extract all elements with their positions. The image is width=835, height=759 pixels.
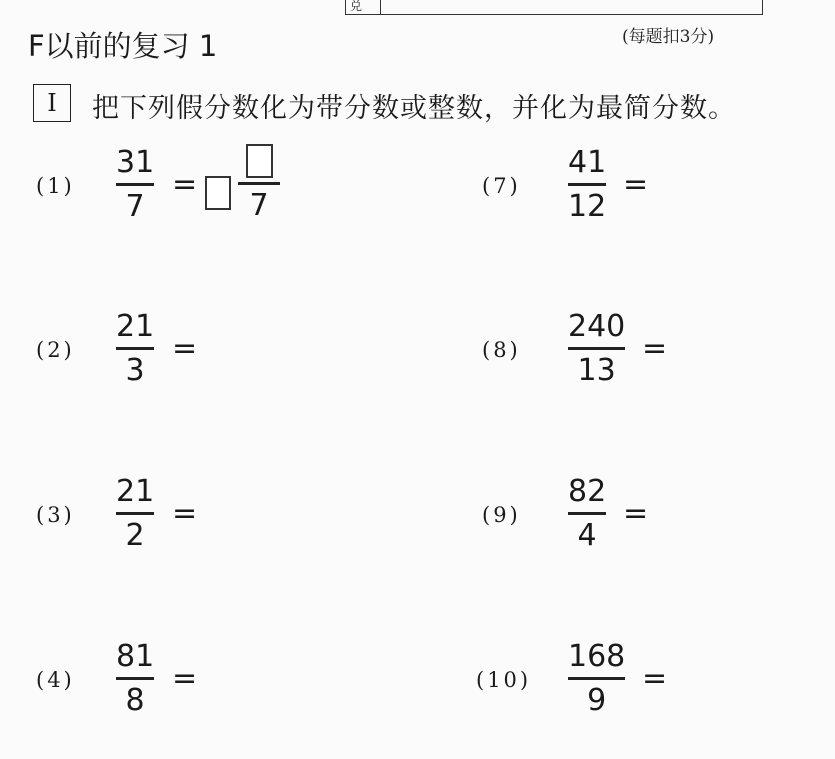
- equals-sign: =: [172, 167, 198, 202]
- numerator: 81: [116, 639, 155, 674]
- denominator: 2: [125, 517, 145, 553]
- section-instruction: 把下列假分数化为带分数或整数，并化为最简分数。: [92, 93, 736, 124]
- fraction: [568, 144, 606, 222]
- problem-label: (7): [482, 174, 521, 198]
- numerator: 240: [568, 309, 626, 344]
- page-title: F以前的复习 1: [28, 29, 218, 63]
- numerator: 41: [568, 145, 607, 180]
- problem-label: (10): [476, 668, 532, 692]
- points-note: (每题扣3分): [622, 27, 715, 47]
- denominator: 7: [249, 187, 269, 223]
- equals-sign: =: [642, 661, 668, 696]
- problem-10: [0, 638, 800, 728]
- section-marker: I: [33, 84, 71, 122]
- denominator: 8: [125, 682, 145, 718]
- numerator: 21: [116, 309, 155, 344]
- problem-7: [0, 144, 800, 234]
- denominator: 3: [125, 352, 145, 388]
- equals-sign: =: [642, 331, 668, 366]
- problem-label: (2): [36, 338, 75, 362]
- denominator: 7: [125, 188, 145, 224]
- fraction: [568, 638, 625, 716]
- denominator: 9: [587, 682, 607, 718]
- numerator: 21: [116, 474, 155, 509]
- equals-sign: =: [172, 331, 198, 366]
- numerator: 82: [568, 474, 607, 509]
- problem-8: [0, 308, 800, 398]
- score-box-divider: [380, 0, 381, 14]
- numerator: 31: [116, 145, 155, 180]
- numerator: 168: [568, 639, 626, 674]
- problem-label: (1): [36, 174, 75, 198]
- denominator: 13: [577, 352, 616, 388]
- problem-label: (9): [482, 503, 521, 527]
- denominator: 12: [568, 188, 607, 224]
- equals-sign: =: [172, 496, 198, 531]
- score-box-label: 兑: [350, 0, 363, 13]
- score-box: [345, 0, 763, 15]
- fraction: [568, 308, 625, 386]
- equals-sign: =: [172, 661, 198, 696]
- problem-label: (4): [36, 668, 75, 692]
- equals-sign: =: [623, 496, 649, 531]
- fraction: [568, 473, 606, 551]
- problem-9: [0, 473, 800, 563]
- denominator: 4: [577, 517, 597, 553]
- equals-sign: =: [623, 167, 649, 202]
- problem-label: (8): [482, 338, 521, 362]
- problem-label: (3): [36, 503, 75, 527]
